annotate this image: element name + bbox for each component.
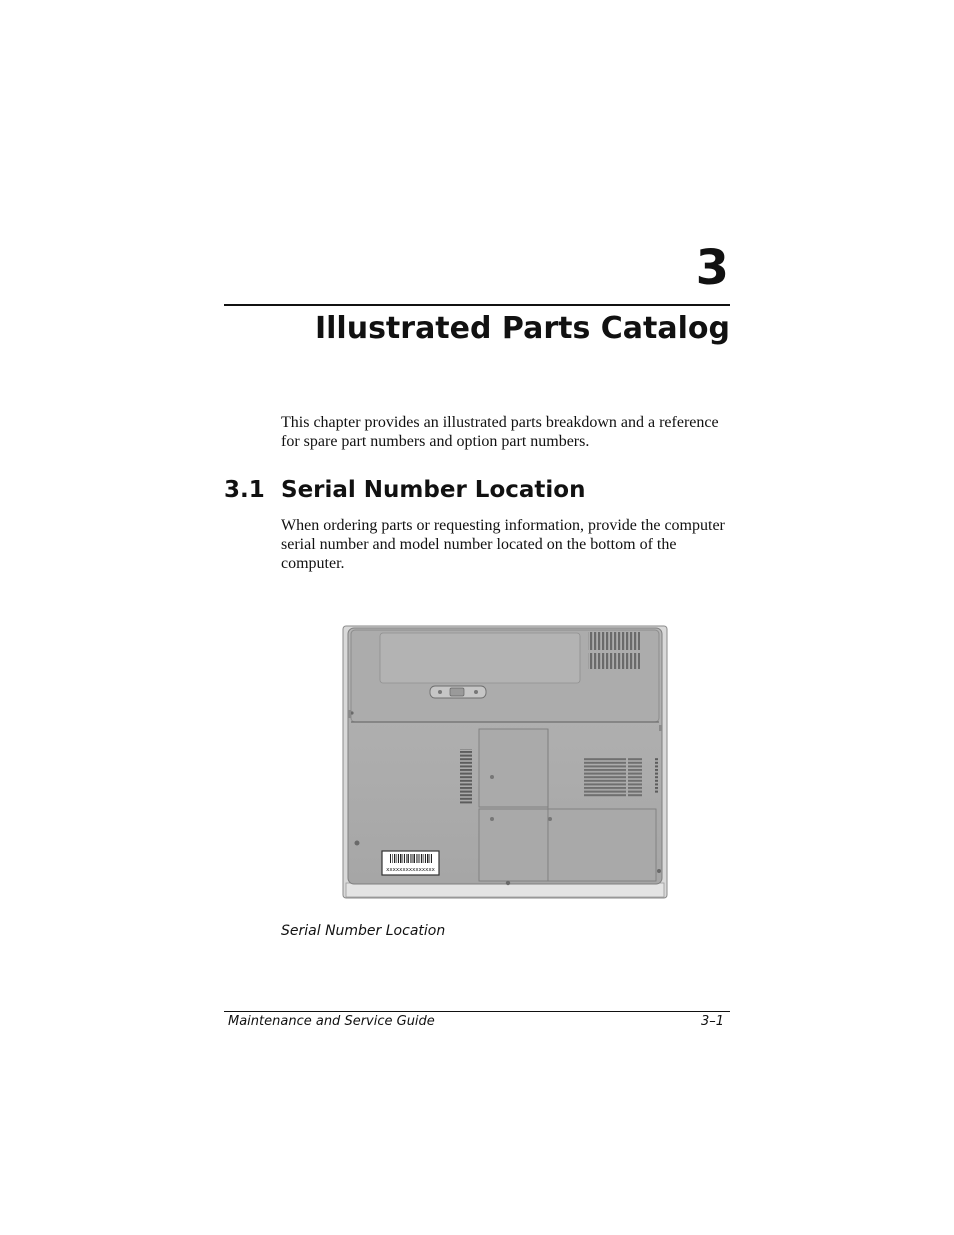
memory-vent [460,749,472,805]
section-paragraph: When ordering parts or requesting information, provide the computer serial number and model number located on the bottom of the computer. [281,517,725,572]
laptop-bottom-illustration [342,625,668,899]
figure-caption: Serial Number Location [281,923,446,939]
section-number: 3.1 [224,477,265,503]
footer-rule [224,1011,730,1012]
battery-vent-lower [588,653,640,669]
hard-drive-door [479,809,548,881]
memory-door [479,729,548,807]
serial-label-text: xxxxxxxxxxxxxxx [386,867,435,873]
section-title: Serial Number Location [281,477,586,503]
chapter-title: Illustrated Parts Catalog [314,311,730,346]
battery-pack [380,633,580,683]
battery-vent-upper [588,632,640,650]
fan-vent [584,757,626,797]
wlan-door [548,809,656,881]
chassis-front-lip [346,883,664,897]
intro-paragraph: This chapter provides an illustrated parts breakdown and a reference for spare part numbers and option part numbers. [281,414,719,450]
page-number: 3–1 [700,1014,724,1029]
chapter-rule [224,304,730,306]
footer-guide-title: Maintenance and Service Guide [228,1014,435,1029]
section-heading [224,473,585,507]
chapter-number: 3 [695,240,729,296]
